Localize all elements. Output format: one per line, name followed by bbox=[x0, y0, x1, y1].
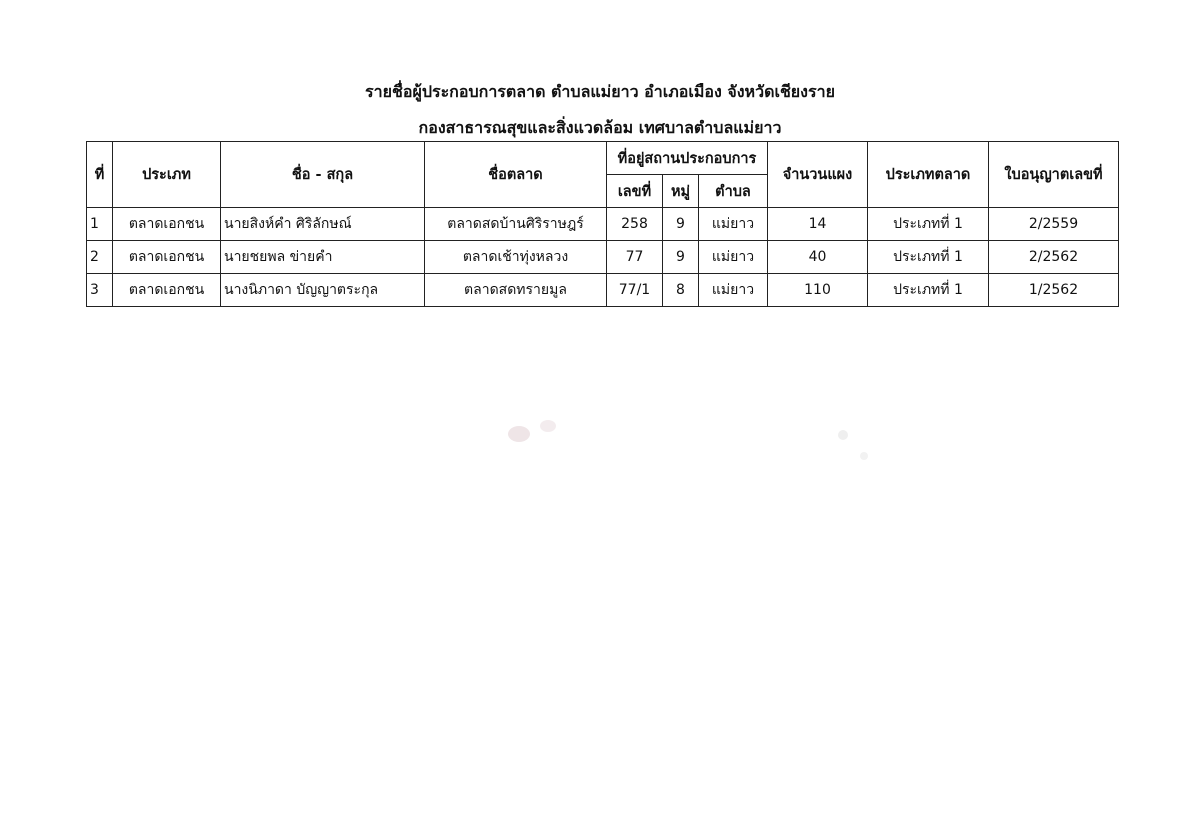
cell-tambon: แม่ยาว bbox=[699, 274, 768, 307]
column-header-name: ชื่อ - สกุล bbox=[221, 142, 425, 208]
cell-stalls: 40 bbox=[768, 241, 868, 274]
cell-moo: 9 bbox=[663, 208, 699, 241]
cell-type: ตลาดเอกชน bbox=[113, 208, 221, 241]
table-row bbox=[87, 274, 1119, 307]
column-header-stalls: จำนวนแผง bbox=[768, 142, 868, 208]
cell-license-no: 2/2559 bbox=[989, 208, 1119, 241]
column-header-no: ที่ bbox=[87, 142, 113, 208]
table-row bbox=[87, 241, 1119, 274]
document-subtitle: กองสาธารณสุขและสิ่งแวดล้อม เทศบาลตำบลแม่ยาว bbox=[418, 118, 782, 137]
cell-moo: 9 bbox=[663, 241, 699, 274]
cell-market-type: ประเภทที่ 1 bbox=[868, 274, 989, 307]
cell-name: นายชยพล ข่ายคำ bbox=[221, 241, 425, 274]
scan-smudge bbox=[838, 430, 848, 440]
cell-stalls: 110 bbox=[768, 274, 868, 307]
cell-house-no: 258 bbox=[607, 208, 663, 241]
column-header-moo: หมู่ bbox=[663, 175, 699, 208]
scan-smudge bbox=[540, 420, 556, 432]
cell-name: นายสิงห์คำ ศิริลักษณ์ bbox=[221, 208, 425, 241]
cell-house-no: 77/1 bbox=[607, 274, 663, 307]
document-title: รายชื่อผู้ประกอบการตลาด ตำบลแม่ยาว อำเภอเมือง จังหวัดเชียงราย bbox=[365, 82, 835, 101]
cell-market-name: ตลาดสดทรายมูล bbox=[425, 274, 607, 307]
scan-smudge bbox=[508, 426, 530, 442]
cell-type: ตลาดเอกชน bbox=[113, 241, 221, 274]
cell-market-name: ตลาดสดบ้านศิริราษฎร์ bbox=[425, 208, 607, 241]
column-header-type: ประเภท bbox=[113, 142, 221, 208]
column-header-address-group: ที่อยู่สถานประกอบการ bbox=[607, 142, 768, 175]
cell-no: 1 bbox=[87, 208, 113, 241]
cell-name: นางนิภาดา บัญญาตระกุล bbox=[221, 274, 425, 307]
cell-tambon: แม่ยาว bbox=[699, 241, 768, 274]
cell-no: 2 bbox=[87, 241, 113, 274]
cell-moo: 8 bbox=[663, 274, 699, 307]
scan-smudge bbox=[860, 452, 868, 460]
cell-tambon: แม่ยาว bbox=[699, 208, 768, 241]
column-header-tambon: ตำบล bbox=[699, 175, 768, 208]
cell-market-type: ประเภทที่ 1 bbox=[868, 241, 989, 274]
column-header-license-no: ใบอนุญาตเลขที่ bbox=[989, 142, 1119, 208]
table-header-row bbox=[87, 142, 1119, 175]
column-header-market-type: ประเภทตลาด bbox=[868, 142, 989, 208]
market-operators-table bbox=[86, 141, 1119, 307]
cell-no: 3 bbox=[87, 274, 113, 307]
table-row bbox=[87, 208, 1119, 241]
cell-house-no: 77 bbox=[607, 241, 663, 274]
cell-stalls: 14 bbox=[768, 208, 868, 241]
cell-market-type: ประเภทที่ 1 bbox=[868, 208, 989, 241]
column-header-house-no: เลขที่ bbox=[607, 175, 663, 208]
cell-license-no: 1/2562 bbox=[989, 274, 1119, 307]
cell-type: ตลาดเอกชน bbox=[113, 274, 221, 307]
cell-market-name: ตลาดเช้าทุ่งหลวง bbox=[425, 241, 607, 274]
cell-license-no: 2/2562 bbox=[989, 241, 1119, 274]
column-header-market-name: ชื่อตลาด bbox=[425, 142, 607, 208]
